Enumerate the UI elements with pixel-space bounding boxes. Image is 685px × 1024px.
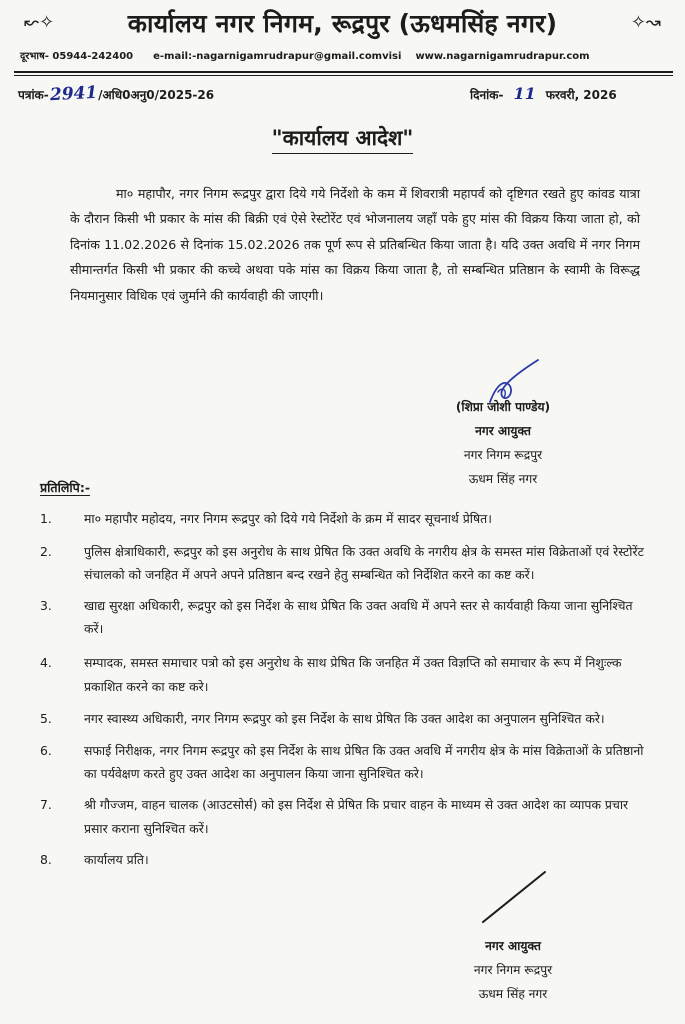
signatory-office: नगर निगम रूद्रपुर (463, 448, 543, 462)
initial-stroke-icon (475, 868, 555, 928)
letterhead-title: कार्यालय नगर निगम, रूद्रपुर (ऊधमसिंह नगर) (127, 9, 558, 38)
website-address: www.nagarnigamrudrapur.com (415, 51, 590, 62)
header-divider (14, 71, 673, 73)
bottom-signatory-office: नगर निगम रूद्रपुर (473, 963, 553, 977)
list-item: 5. नगर स्वास्थ्य अधिकारी, नगर निगम रूद्रपुर को इस निर्देश के साथ प्रेषित कि उक्त आदेश का अनुपालन सुनिश्चित करे। (40, 711, 605, 727)
list-item: 2. पुलिस क्षेत्राधिकारी, रूद्रपुर को इस अनुरोध के साथ प्रेषित कि उक्त अवधि के नगरीय क्षेत्र के समस्त मांस विक्रेताओं एवं रेस्टोरेंट संचालको को जनहित में अपने अपने प्रतिष्ठान बन्द रखने हेतु सम्बन्धित को निर्देशित करने का कष्ट करें। (40, 543, 644, 583)
bottom-signatory-designation: नगर आयुक्त (485, 939, 541, 953)
document-title: "कार्यालय आदेश" (0, 124, 685, 154)
list-item: 3. खाद्य सुरक्षा अधिकारी, रूद्रपुर को इस निर्देश के साथ प्रेषित कि उक्त अवधि में अपने स्तर से कार्यवाही किया जाना सुनिश्चित करें। (40, 597, 633, 637)
handwritten-date-day: 11 (513, 84, 536, 103)
bottom-signatory-block (448, 934, 578, 1006)
letterhead-contact (20, 48, 670, 62)
bottom-signatory-district: ऊधम सिंह नगर (478, 987, 548, 1001)
right-ornament-icon: ✧↝ (630, 12, 661, 33)
reference-number: पत्रांक-2941/अधि0अनु0/2025-26 (18, 82, 215, 106)
signatory-district: ऊधम सिंह नगर (468, 472, 538, 486)
left-ornament-icon: ↜✧ (24, 12, 55, 33)
list-item: 4. सम्पादक, समस्त समाचार पत्रो को इस अनुरोध के साथ प्रेषित कि जनहित में उक्त विज्ञप्ति को समाचार के रूप में निशुःल्क प्रकाशित करने का कष्ट करे। (40, 654, 622, 694)
list-item: 1. मा० महापौर महोदय, नगर निगम रूद्रपुर को दिये गये निर्देशो के क्रम में सादर सूचनार्थ प्रेषित। (40, 511, 492, 526)
list-item: 8. कार्यालय प्रति। (40, 852, 149, 868)
order-paragraph: मा० महापौर, नगर निगम रूद्रपुर द्वारा दिये गये निर्देशो के कम में शिवरात्री महापर्व को दृष्टिगत रखते हुए कांवड यात्रा के दौरान किसी भी प्रकार के मांस की बिक्री एवं ऐसे रेस्टोरेंट एवं भोजनालय जहाँ पके हुए मांस की विक्रय किया जाता हो, को दिनांक 11.02.2026 से दिनांक 15.02.2026 तक पूर्ण रूप से प्रतिबन्धित किया जाता है। यदि उक्त अवधि में नगर निगम सीमान्तर्गत किसी भी प्रकार की कच्चे अथवा पके मांस का विक्रय किया जाता है, तो सम्बन्धित प्रतिष्ठान के स्वामी के विरूद्ध नियमानुसार विधिक एवं जुर्माने की कार्यवाही की जाएगी। (70, 186, 640, 303)
copy-to-heading: प्रतिलिपि:- (40, 480, 91, 495)
order-body (70, 181, 640, 308)
signatory-block (438, 395, 568, 491)
copy-to-list (40, 507, 655, 872)
list-item: 7. श्री गौज्जम, वाहन चालक (आउटसोर्स) को इस निर्देश से प्रेषित कि प्रचार वाहन के माध्यम से उक्त आदेश का व्यापक प्रचार प्रसार कराना सुनिश्चित करें। (40, 796, 629, 836)
list-item: 6. सफाई निरीक्षक, नगर निगम रूद्रपुर को इस निर्देश के साथ प्रेषित कि उक्त अवधि में नगरीय क्षेत्र के मांस विक्रेताओं के प्रतिष्ठानो का पर्यवेक्षण करते हुए उक्त आदेश का अनुपालन किया जाना सुनिश्चित करे। (40, 742, 644, 782)
email-address: e-mail:-nagarnigamrudrapur@gmail.comvisi (153, 51, 402, 62)
header-divider-thin (14, 75, 673, 76)
letter-date: दिनांक- 11 फरवरी, 2026 (470, 84, 617, 103)
phone-number: दूरभाष- 05944-242400 (20, 51, 134, 62)
signatory-name: (शिप्रा जोशी पाण्डेय) (455, 400, 551, 414)
signatory-designation: नगर आयुक्त (475, 424, 531, 438)
handwritten-reference-number: 2941 (49, 82, 98, 106)
